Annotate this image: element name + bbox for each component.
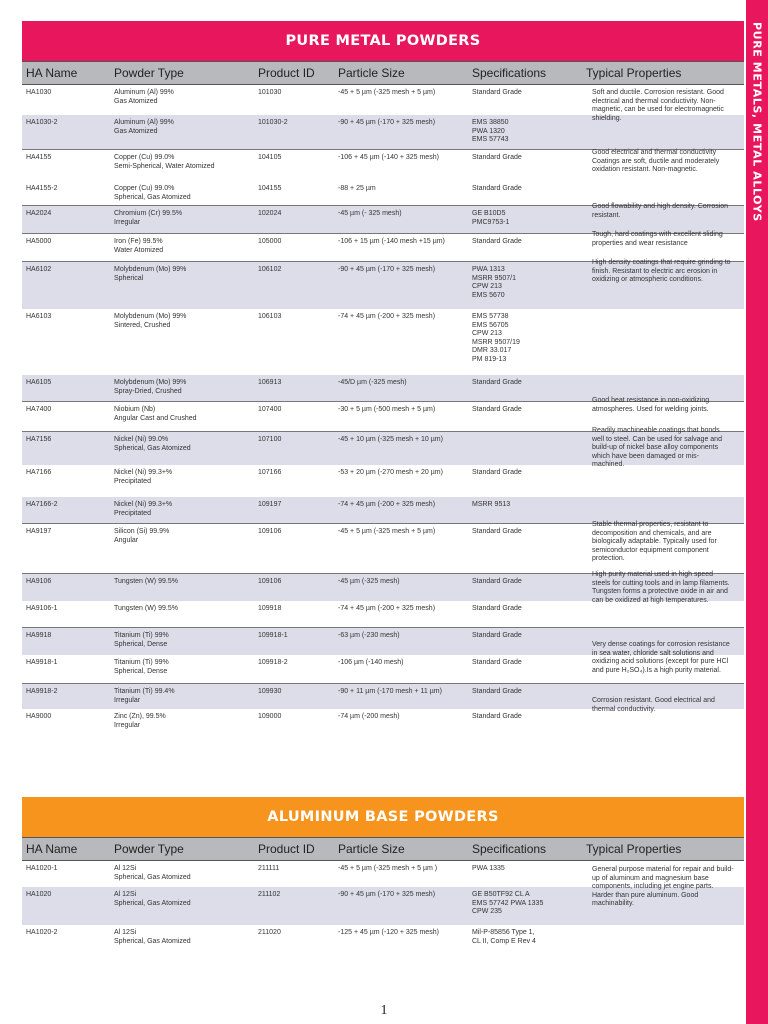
typical-properties-cell (582, 497, 744, 523)
particle-size-cell: -45 + 10 µm (-325 mesh + 10 µm) (338, 436, 443, 443)
typical-properties-text: Readily machineable coatings that bonds well to steel. Can be used for salvage and build-up of nickel base alloy components which have been damaged or mis- machined. (592, 427, 722, 469)
product-id-cell: 109918 (258, 605, 282, 612)
particle-size-cell: -74 µm (-200 mesh) (338, 713, 400, 720)
typical-properties-text: Corrosion resistant. Good electrical and thermal conductivity. (592, 697, 715, 713)
powder-type-cell: Copper (Cu) 99.0% Semi-Spherical, Water Atomized (114, 154, 215, 170)
product-id-cell: 104105 (258, 154, 282, 161)
particle-size-cell: -90 + 45 µm (-170 + 325 mesh) (338, 891, 436, 898)
header-particle-size: Particle Size (338, 66, 405, 80)
ha-name-cell: HA9918-1 (26, 659, 58, 666)
typical-properties-text: Soft and ductile. Corrosion resistant. Good electrical and thermal conductivity. Non- magnetic, can be used for electromagnetic shielding. (592, 89, 724, 122)
ha-name-cell: HA1020-2 (26, 929, 58, 936)
aluminum-base-section (22, 797, 744, 959)
specifications-cell: PWA 1335 (472, 865, 505, 872)
table-row (22, 309, 744, 375)
powder-type-cell: Al 12Si Spherical, Gas Atomized (114, 929, 191, 945)
particle-size-cell: -45 µm (-325 mesh) (338, 578, 400, 585)
typical-properties-text: Good heat resistance in non-oxidizing atmospheres. Used for welding joints. (592, 397, 710, 413)
powder-type-cell: Chromium (Cr) 99.5% Irregular (114, 210, 183, 226)
ha-name-cell: HA9197 (26, 528, 52, 535)
powder-type-cell: Nickel (Ni) 99.3+% Precipitated (114, 469, 173, 485)
product-id-cell: 109930 (258, 688, 282, 695)
particle-size-cell: -45 µm (- 325 mesh) (338, 210, 402, 217)
product-id-cell: 107100 (258, 436, 282, 443)
header-powder-type: Powder Type (114, 842, 184, 856)
ha-name-cell: HA1020 (26, 891, 52, 898)
product-id-cell: 104155 (258, 185, 282, 192)
typical-properties-text: General purpose material for repair and build- up of aluminum and magnesium base components, including jet engine parts. Harder than pure aluminum. Good machinability. (592, 866, 734, 908)
particle-size-cell: -74 + 45 µm (-200 + 325 mesh) (338, 605, 436, 612)
typical-properties-text: Very dense coatings for corrosion resistance in sea water, chloride salt solutions and oxidizing acid solutions (except for pure HCl and pure H₂SO₄).Is a high purity material. (592, 641, 730, 674)
product-id-cell: 101030-2 (258, 119, 288, 126)
powder-type-cell: Tungsten (W) 99.5% (114, 605, 178, 612)
product-id-cell: 109106 (258, 528, 282, 535)
powder-type-cell: Aluminum (Al) 99% Gas Atomized (114, 119, 174, 135)
powder-type-cell: Titanium (Ti) 99.4% Irregular (114, 688, 175, 704)
specifications-cell: GE B50TF92 CL A EMS 57742 PWA 1335 CPW 235 (472, 891, 544, 916)
powder-type-cell: Molybdenum (Mo) 99% Spherical (114, 266, 187, 282)
ha-name-cell: HA7156 (26, 436, 52, 443)
powder-type-cell: Al 12Si Spherical, Gas Atomized (114, 891, 191, 907)
particle-size-cell: -74 + 45 µm (-200 + 325 mesh) (338, 501, 436, 508)
typical-properties-text: Tough, hard coatings with excellent sliding properties and wear resistance (592, 231, 723, 247)
specifications-cell: EMS 57738 EMS 56705 CPW 213 MSRR 9507/19 DMR 33.017 PM 819-13 (472, 313, 520, 363)
specifications-cell: Standard Grade (472, 238, 522, 245)
specifications-cell: Mil-P-85856 Type 1, CL II, Comp E Rev 4 (472, 929, 536, 945)
particle-size-cell: -125 + 45 µm (-120 + 325 mesh) (338, 929, 439, 936)
header-particle-size: Particle Size (338, 842, 405, 856)
particle-size-cell: -106 µm (-140 mesh) (338, 659, 404, 666)
powder-type-cell: Niobium (Nb) Angular Cast and Crushed (114, 406, 197, 422)
ha-name-cell: HA5000 (26, 238, 52, 245)
table-row (22, 497, 744, 523)
particle-size-cell: -30 + 5 µm (-500 mesh + 5 µm) (338, 406, 436, 413)
specifications-cell: Standard Grade (472, 406, 522, 413)
ha-name-cell: HA6105 (26, 379, 52, 386)
particle-size-cell: -88 + 25 µm (338, 185, 376, 192)
specifications-cell: Standard Grade (472, 605, 522, 612)
specifications-cell: MSRR 9513 (472, 501, 511, 508)
aluminum-base-title: ALUMINUM BASE POWDERS (22, 797, 744, 837)
particle-size-cell: -90 + 11 µm (-170 mesh + 11 µm) (338, 688, 442, 695)
product-id-cell: 107400 (258, 406, 282, 413)
sidebar-label: PURE METALS, METAL ALLOYS (750, 22, 764, 222)
header-product-id: Product ID (258, 842, 315, 856)
specifications-cell: Standard Grade (472, 154, 522, 161)
product-id-cell: 106103 (258, 313, 282, 320)
product-id-cell: 109000 (258, 713, 282, 720)
specifications-cell: Standard Grade (472, 578, 522, 585)
pure-metal-section (22, 21, 744, 739)
header-typical-properties: Typical Properties (586, 842, 682, 856)
header-ha-name: HA Name (26, 66, 78, 80)
particle-size-cell: -45 + 5 µm (-325 mesh + 5 µm) (338, 89, 436, 96)
pure-metal-title: PURE METAL POWDERS (22, 21, 744, 61)
product-id-cell: 105000 (258, 238, 282, 245)
specifications-cell: Standard Grade (472, 469, 522, 476)
particle-size-cell: -106 + 45 µm (-140 + 325 mesh) (338, 154, 439, 161)
powder-type-cell: Tungsten (W) 99.5% (114, 578, 178, 585)
particle-size-cell: -45/D µm (-325 mesh) (338, 379, 407, 386)
ha-name-cell: HA4155 (26, 154, 52, 161)
header-typical-properties: Typical Properties (586, 66, 682, 80)
ha-name-cell: HA9918-2 (26, 688, 58, 695)
particle-size-cell: -45 + 5 µm (-325 mesh + 5 µm) (338, 528, 436, 535)
typical-properties-text: Good flowability and high density. Corrosion resistant. (592, 203, 729, 219)
ha-name-cell: HA7166-2 (26, 501, 58, 508)
header-specifications: Specifications (472, 66, 547, 80)
specifications-cell: PWA 1313 MSRR 9507/1 CPW 213 EMS 5670 (472, 266, 516, 299)
specifications-cell: Standard Grade (472, 528, 522, 535)
specifications-cell: EMS 38850 PWA 1320 EMS 57743 (472, 119, 509, 144)
header-specifications: Specifications (472, 842, 547, 856)
product-id-cell: 107166 (258, 469, 282, 476)
powder-type-cell: Nickel (Ni) 99.3+% Precipitated (114, 501, 173, 517)
particle-size-cell: -63 µm (-230 mesh) (338, 632, 400, 639)
powder-type-cell: Silicon (Si) 99.9% Angular (114, 528, 170, 544)
product-id-cell: 101030 (258, 89, 282, 96)
particle-size-cell: -106 + 15 µm (-140 mesh +15 µm) (338, 238, 445, 245)
powder-type-cell: Iron (Fe) 99.5% Water Atomized (114, 238, 164, 254)
particle-size-cell: -74 + 45 µm (-200 + 325 mesh) (338, 313, 436, 320)
powder-type-cell: Molybdenum (Mo) 99% Sintered, Crushed (114, 313, 187, 329)
product-id-cell: 211020 (258, 929, 281, 936)
specifications-cell: Standard Grade (472, 688, 522, 695)
pure-metal-rows (22, 85, 744, 739)
particle-size-cell: -90 + 45 µm (-170 + 325 mesh) (338, 266, 436, 273)
product-id-cell: 109106 (258, 578, 282, 585)
specifications-cell: Standard Grade (472, 632, 522, 639)
particle-size-cell: -90 + 45 µm (-170 + 325 mesh) (338, 119, 436, 126)
ha-name-cell: HA6103 (26, 313, 52, 320)
typical-properties-cell (582, 181, 744, 205)
product-id-cell: 211111 (258, 865, 280, 872)
powder-type-cell: Zinc (Zn), 99.5% Irregular (114, 713, 166, 729)
ha-name-cell: HA9106 (26, 578, 52, 585)
particle-size-cell: -53 + 20 µm (-270 mesh + 20 µm) (338, 469, 443, 476)
header-powder-type: Powder Type (114, 66, 184, 80)
header-product-id: Product ID (258, 66, 315, 80)
typical-properties-text: Good electrical and thermal conductivity Coatings are soft, ductile and moderately oxidation resistant. Non-magnetic. (592, 149, 720, 174)
product-id-cell: 106913 (258, 379, 282, 386)
powder-type-cell: Aluminum (Al) 99% Gas Atomized (114, 89, 174, 105)
typical-properties-text: Stable thermal properties, resistant to decomposition and chemicals, and are biologically adaptable. Typically used for semiconductor equipment component protection. (592, 521, 717, 563)
ha-name-cell: HA4155-2 (26, 185, 58, 192)
pure-metal-header-row (22, 61, 744, 85)
section-sidebar (746, 0, 768, 1024)
specifications-cell: Standard Grade (472, 713, 522, 720)
ha-name-cell: HA2024 (26, 210, 52, 217)
product-id-cell: 109918-2 (258, 659, 288, 666)
ha-name-cell: HA7400 (26, 406, 52, 413)
typical-properties-text: High purity material used in high speed steels for cutting tools and in lamp filaments. Tungsten forms a protective oxide in air and can be oxidized at high temperatures. (592, 571, 730, 604)
aluminum-header-row (22, 837, 744, 861)
header-ha-name: HA Name (26, 842, 78, 856)
particle-size-cell: -45 + 5 µm (-325 mesh + 5 µm ) (338, 865, 438, 872)
product-id-cell: 106102 (258, 266, 282, 273)
table-row (22, 181, 744, 205)
ha-name-cell: HA1030-2 (26, 119, 58, 126)
powder-type-cell: Titanium (Ti) 99% Spherical, Dense (114, 659, 169, 675)
typical-properties-text: High density coatings that require grinding to finish. Resistant to electric arc erosion in oxidizing or atmospheric conditions. (592, 259, 731, 284)
ha-name-cell: HA9000 (26, 713, 52, 720)
powder-type-cell: Titanium (Ti) 99% Spherical, Dense (114, 632, 169, 648)
powder-type-cell: Nickel (Ni) 99.0% Spherical, Gas Atomized (114, 436, 191, 452)
page-number: 1 (380, 1003, 388, 1018)
aluminum-rows (22, 861, 744, 959)
product-id-cell: 102024 (258, 210, 282, 217)
product-id-cell: 109197 (258, 501, 282, 508)
ha-name-cell: HA7166 (26, 469, 52, 476)
ha-name-cell: HA1020-1 (26, 865, 58, 872)
specifications-cell (468, 432, 582, 465)
specifications-cell: Standard Grade (472, 659, 522, 666)
table-row (22, 925, 744, 959)
product-id-cell: 109918-1 (258, 632, 288, 639)
specifications-cell: Standard Grade (472, 185, 522, 192)
ha-name-cell: HA6102 (26, 266, 52, 273)
ha-name-cell: HA9918 (26, 632, 52, 639)
ha-name-cell: HA9106-1 (26, 605, 58, 612)
powder-type-cell: Molybdenum (Mo) 99% Spray-Dried, Crushed (114, 379, 187, 395)
ha-name-cell: HA1030 (26, 89, 52, 96)
specifications-cell: Standard Grade (472, 89, 522, 96)
powder-type-cell: Copper (Cu) 99.0% Spherical, Gas Atomized (114, 185, 191, 201)
specifications-cell: GE B10D5 PMC9753-1 (472, 210, 510, 226)
powder-type-cell: Al 12Si Spherical, Gas Atomized (114, 865, 191, 881)
product-id-cell: 211102 (258, 891, 281, 898)
typical-properties-cell (582, 309, 744, 375)
typical-properties-cell (582, 925, 744, 959)
specifications-cell: Standard Grade (472, 379, 522, 386)
